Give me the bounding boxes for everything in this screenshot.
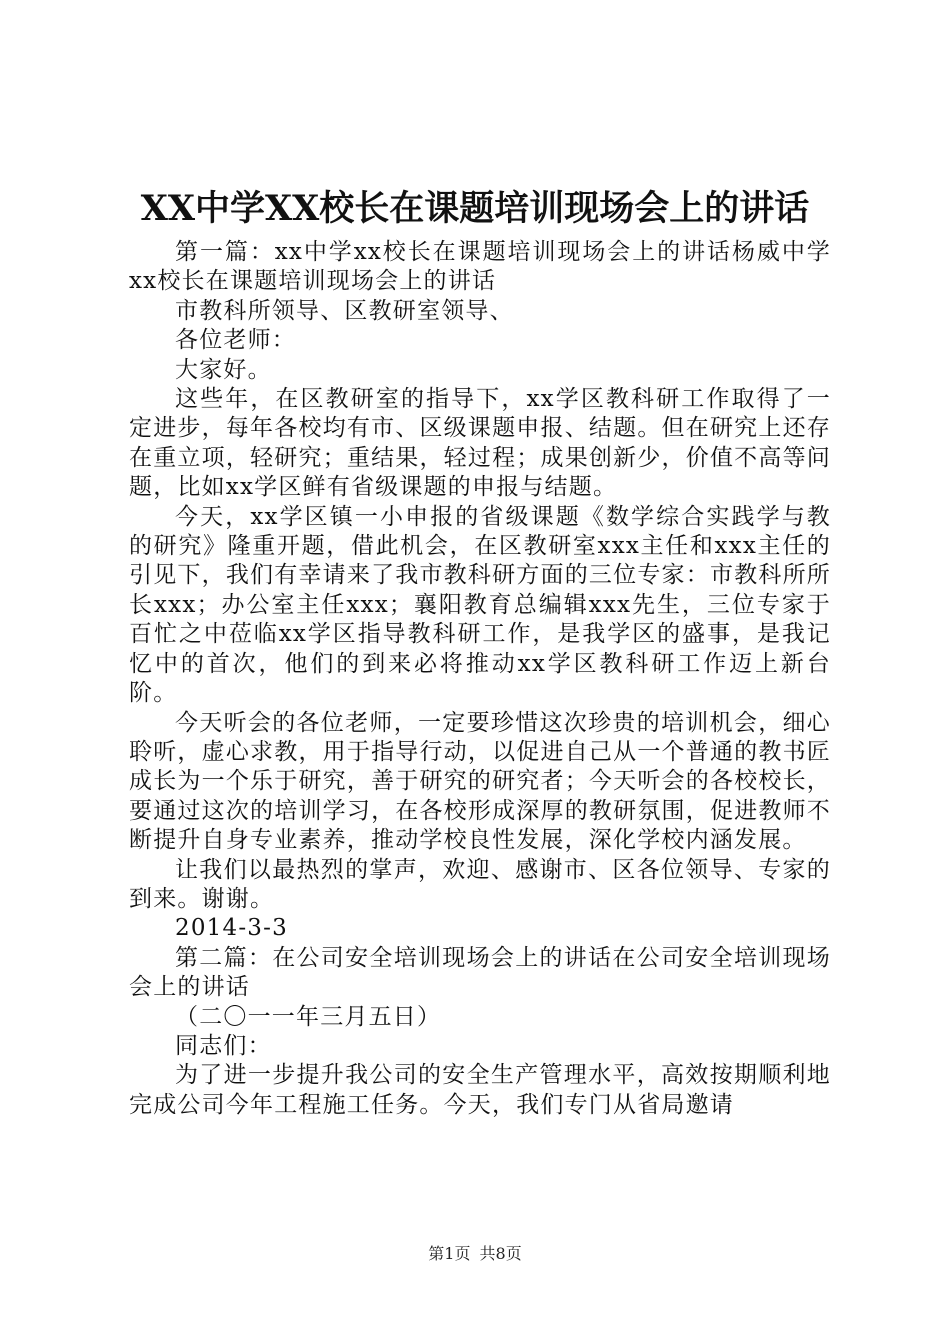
page-number: 第1页 bbox=[428, 1244, 471, 1263]
paragraph: 让我们以最热烈的掌声，欢迎、感谢市、区各位领导、专家的到来。谢谢。 bbox=[129, 856, 831, 912]
date-line: 2014-3-3 bbox=[175, 915, 288, 942]
paragraph: 大家好。 bbox=[175, 356, 272, 383]
paragraph: 各位老师： bbox=[175, 327, 296, 354]
paragraph: 今天，xx学区镇一小申报的省级课题《数学综合实践学与教的研究》隆重开题，借此机会，在区教研室xxx主任和xxx主任的引见下，我们有幸请来了我市教科研方面的三位专家：市教科所所长xxx；办公室主任xxx；襄阳教育总编辑xxx先生，三位专家于百忙之中莅临xx学区指导教科研工作，是我学区的盛事，是我记忆中的首次，他们的到来必将推动xx学区教科研工作迈上新台阶。 bbox=[129, 503, 831, 707]
page-footer bbox=[0, 1244, 950, 1264]
page-total: 共8页 bbox=[479, 1244, 522, 1263]
paragraph: 市教科所领导、区教研室领导、 bbox=[175, 297, 514, 324]
paragraph: 为了进一步提升我公司的安全生产管理水平，高效按期顺利地完成公司今年工程施工任务。今天，我们专门从省局邀请 bbox=[129, 1062, 831, 1118]
document-body bbox=[129, 238, 831, 1120]
paragraph: 今天听会的各位老师，一定要珍惜这次珍贵的培训机会，细心聆听，虚心求教，用于指导行动，以促进自己从一个普通的教书匠成长为一个乐于研究，善于研究的研究者；今天听会的各校校长，要通过这次的培训学习，在各校形成深厚的教研氛围，促进教师不断提升自身专业素养，推动学校良性发展，深化学校内涵发展。 bbox=[129, 709, 831, 854]
document-title: XX中学XX校长在课题培训现场会上的讲话 bbox=[140, 188, 810, 229]
paragraph: 同志们： bbox=[175, 1032, 272, 1059]
paragraph: 第二篇：在公司安全培训现场会上的讲话在公司安全培训现场会上的讲话 bbox=[129, 944, 831, 1001]
paragraph: 第一篇：xx中学xx校长在课题培训现场会上的讲话杨威中学xx校长在课题培训现场会上的讲话 bbox=[129, 239, 831, 295]
paragraph: 这些年，在区教研室的指导下，xx学区教科研工作取得了一定进步，每年各校均有市、区级课题申报、结题。但在研究上还存在重立项，轻研究；重结果，轻过程；成果创新少，价值不高等问题，比如xx学区鲜有省级课题的申报与结题。 bbox=[129, 386, 831, 501]
date-line: （二〇一一年三月五日） bbox=[175, 1003, 442, 1030]
